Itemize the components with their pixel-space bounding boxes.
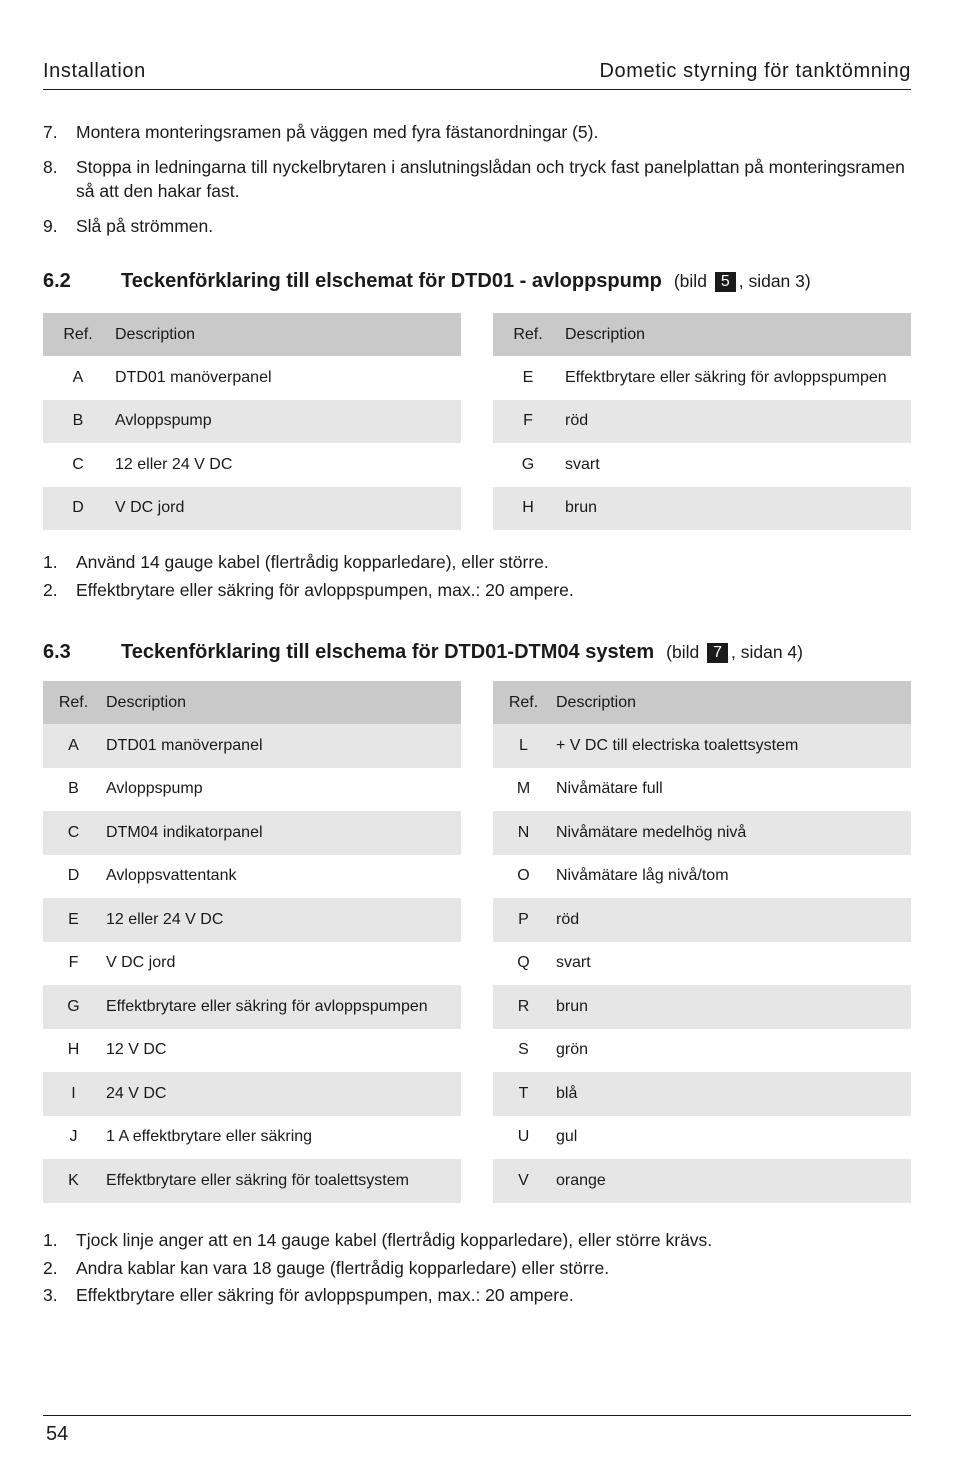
table-header-row <box>43 313 461 356</box>
step-item <box>43 155 911 203</box>
figure-number-badge: 7 <box>707 643 728 663</box>
description-cell: Nivåmätare full <box>556 780 663 798</box>
ref-cell: K <box>43 1159 104 1203</box>
description-cell: brun <box>563 487 911 531</box>
step-text: Montera monteringsramen på väggen med fyra fästanordningar (5). <box>76 122 599 142</box>
ref-cell: T <box>493 1072 554 1116</box>
table-row <box>43 898 461 942</box>
description-cell: + V DC till electriska toalettsystem <box>554 724 911 768</box>
note-number: 1. <box>43 552 58 572</box>
table-header-row <box>493 313 911 356</box>
step-number: 8. <box>43 157 58 177</box>
ref-cell: Q <box>517 954 530 972</box>
ref-cell: I <box>43 1072 104 1116</box>
note-item <box>43 1283 911 1307</box>
description-cell: Avloppspump <box>113 400 461 444</box>
table-row <box>43 487 461 531</box>
table-row <box>43 768 461 812</box>
ref-cell: O <box>517 867 530 885</box>
table-row <box>493 1159 911 1203</box>
col-header-description: Description <box>104 681 461 724</box>
col-header-description: Description <box>113 313 461 356</box>
table-row <box>493 487 911 531</box>
step-text: Stoppa in ledningarna till nyckelbrytaren i anslutningslådan och tryck fast panelplattan på monteringsramen så att den hakar fast. <box>76 157 905 201</box>
description-cell: Nivåmätare medelhög nivå <box>554 811 911 855</box>
ref-cell: D <box>67 867 80 885</box>
description-cell: 12 eller 24 V DC <box>115 455 233 473</box>
ref-cell: P <box>493 898 554 942</box>
table-row <box>43 811 461 855</box>
description-cell: V DC jord <box>113 487 461 531</box>
description-cell: röd <box>554 898 911 942</box>
table-row <box>493 942 911 986</box>
ref-cell: C <box>72 455 84 473</box>
legend-table-6-2-left <box>43 313 461 530</box>
description-cell: gul <box>556 1128 578 1146</box>
table-row <box>493 898 911 942</box>
section-6-3-notes <box>43 1228 911 1311</box>
table-row <box>493 356 911 400</box>
ref-cell: A <box>43 724 104 768</box>
description-cell: grön <box>556 1041 589 1059</box>
ref-cell: H <box>67 1041 80 1059</box>
step-item <box>43 214 911 238</box>
note-number: 2. <box>43 1257 58 1278</box>
ref-cell: J <box>69 1128 78 1146</box>
note-item <box>43 578 911 602</box>
note-text: Tjock linje anger att en 14 gauge kabel (flertrådig kopparledare), eller större krävs. <box>76 1230 713 1250</box>
legend-table-6-3-right <box>493 681 911 1203</box>
ref-cell: H <box>493 487 563 531</box>
header-product-title: Dometic styrning för tanktömning <box>599 60 911 82</box>
page-number: 54 <box>46 1423 69 1445</box>
note-text: Effektbrytare eller säkring för avloppspumpen, max.: 20 ampere. <box>76 1285 574 1305</box>
table-header-row <box>43 681 461 724</box>
table-row <box>43 942 461 986</box>
ref-cell: S <box>518 1041 529 1059</box>
table-row <box>43 400 461 444</box>
table-row <box>493 768 911 812</box>
col-header-ref: Ref. <box>493 313 563 356</box>
section-title: Teckenförklaring till elschema för DTD01-DTM04 system <box>121 641 655 663</box>
description-cell: DTD01 manöverpanel <box>104 724 461 768</box>
ref-cell: F <box>68 954 79 972</box>
header-section-title: Installation <box>43 60 146 82</box>
description-cell: 1 A effektbrytare eller säkring <box>106 1128 313 1146</box>
figure-number-badge: 5 <box>715 272 736 292</box>
note-item <box>43 1228 911 1252</box>
figure-reference-suffix: , sidan 3) <box>738 271 811 291</box>
header-rule <box>43 89 911 90</box>
installation-steps <box>43 120 911 249</box>
ref-cell: C <box>43 811 104 855</box>
section-6-2-heading <box>43 270 911 293</box>
step-number: 7. <box>43 122 58 142</box>
col-header-ref: Ref. <box>493 681 554 724</box>
note-text: Effektbrytare eller säkring för avloppspumpen, max.: 20 ampere. <box>76 579 574 600</box>
description-cell: DTM04 indikatorpanel <box>104 811 461 855</box>
description-cell: blå <box>554 1072 911 1116</box>
section-6-3-heading <box>43 641 911 664</box>
table-row <box>493 1029 911 1073</box>
table-row <box>493 1116 911 1160</box>
table-row <box>43 1072 461 1116</box>
ref-cell: G <box>521 455 535 473</box>
step-text: Slå på strömmen. <box>76 216 214 236</box>
table-row <box>43 356 461 400</box>
ref-cell: M <box>516 780 531 798</box>
description-cell: V DC jord <box>106 954 176 972</box>
figure-reference-prefix: (bild <box>673 271 707 291</box>
section-number: 6.3 <box>43 641 71 663</box>
description-cell: Effektbrytare eller säkring för avloppspumpen <box>104 985 461 1029</box>
description-cell: DTD01 manöverpanel <box>115 368 272 386</box>
legend-table-6-3-left <box>43 681 461 1203</box>
col-header-ref: Ref. <box>43 681 104 724</box>
table-row <box>43 1029 461 1073</box>
description-cell: svart <box>565 455 600 473</box>
description-cell: 12 V DC <box>106 1041 167 1059</box>
step-number: 9. <box>43 216 58 236</box>
col-header-description: Description <box>563 313 911 356</box>
note-item <box>43 1256 911 1280</box>
note-number: 1. <box>43 1230 58 1250</box>
footer-rule <box>43 1415 911 1416</box>
ref-cell: F <box>493 400 563 444</box>
table-row <box>493 443 911 487</box>
note-text: Andra kablar kan vara 18 gauge (flertrådig kopparledare) eller större. <box>76 1257 610 1278</box>
ref-cell: V <box>493 1159 554 1203</box>
ref-cell: U <box>517 1128 530 1146</box>
description-cell: röd <box>563 400 911 444</box>
table-header-row <box>493 681 911 724</box>
description-cell: Effektbrytare eller säkring för avloppspumpen <box>565 368 887 386</box>
figure-reference <box>666 642 803 664</box>
description-cell: svart <box>556 954 591 972</box>
note-text: Använd 14 gauge kabel (flertrådig kopparledare), eller större. <box>76 552 549 572</box>
table-row <box>43 443 461 487</box>
section-6-2-notes <box>43 550 911 605</box>
ref-cell: G <box>43 985 104 1029</box>
table-row <box>43 1116 461 1160</box>
section-number: 6.2 <box>43 270 71 292</box>
table-row <box>43 985 461 1029</box>
ref-cell: L <box>493 724 554 768</box>
description-cell: 24 V DC <box>104 1072 461 1116</box>
note-number: 3. <box>43 1285 58 1305</box>
description-cell: brun <box>554 985 911 1029</box>
ref-cell: R <box>493 985 554 1029</box>
table-row <box>493 855 911 899</box>
description-cell: Nivåmätare låg nivå/tom <box>556 867 729 885</box>
figure-reference-suffix: , sidan 4) <box>731 642 803 662</box>
table-row <box>43 1159 461 1203</box>
legend-table-6-2-right <box>493 313 911 530</box>
table-row <box>493 1072 911 1116</box>
note-number: 2. <box>43 579 58 600</box>
ref-cell: D <box>43 487 113 531</box>
figure-reference-prefix: (bild <box>666 642 700 662</box>
ref-cell: A <box>72 368 84 386</box>
table-row <box>43 855 461 899</box>
description-cell: Avloppsvattentank <box>106 867 237 885</box>
section-title: Teckenförklaring till elschemat för DTD01 - avloppspump <box>121 270 662 292</box>
ref-cell: E <box>522 368 534 386</box>
description-cell: orange <box>554 1159 911 1203</box>
description-cell: 12 eller 24 V DC <box>104 898 461 942</box>
table-row <box>493 811 911 855</box>
table-row <box>493 985 911 1029</box>
table-row <box>493 724 911 768</box>
col-header-description: Description <box>554 681 911 724</box>
step-item <box>43 120 911 144</box>
description-cell: Effektbrytare eller säkring för toalettsystem <box>104 1159 461 1203</box>
ref-cell: N <box>493 811 554 855</box>
ref-cell: E <box>43 898 104 942</box>
description-cell: Avloppspump <box>106 780 203 798</box>
table-row <box>43 724 461 768</box>
table-row <box>493 400 911 444</box>
col-header-ref: Ref. <box>43 313 113 356</box>
ref-cell: B <box>43 400 113 444</box>
note-item <box>43 550 911 574</box>
ref-cell: B <box>68 780 79 798</box>
figure-reference <box>674 271 811 293</box>
